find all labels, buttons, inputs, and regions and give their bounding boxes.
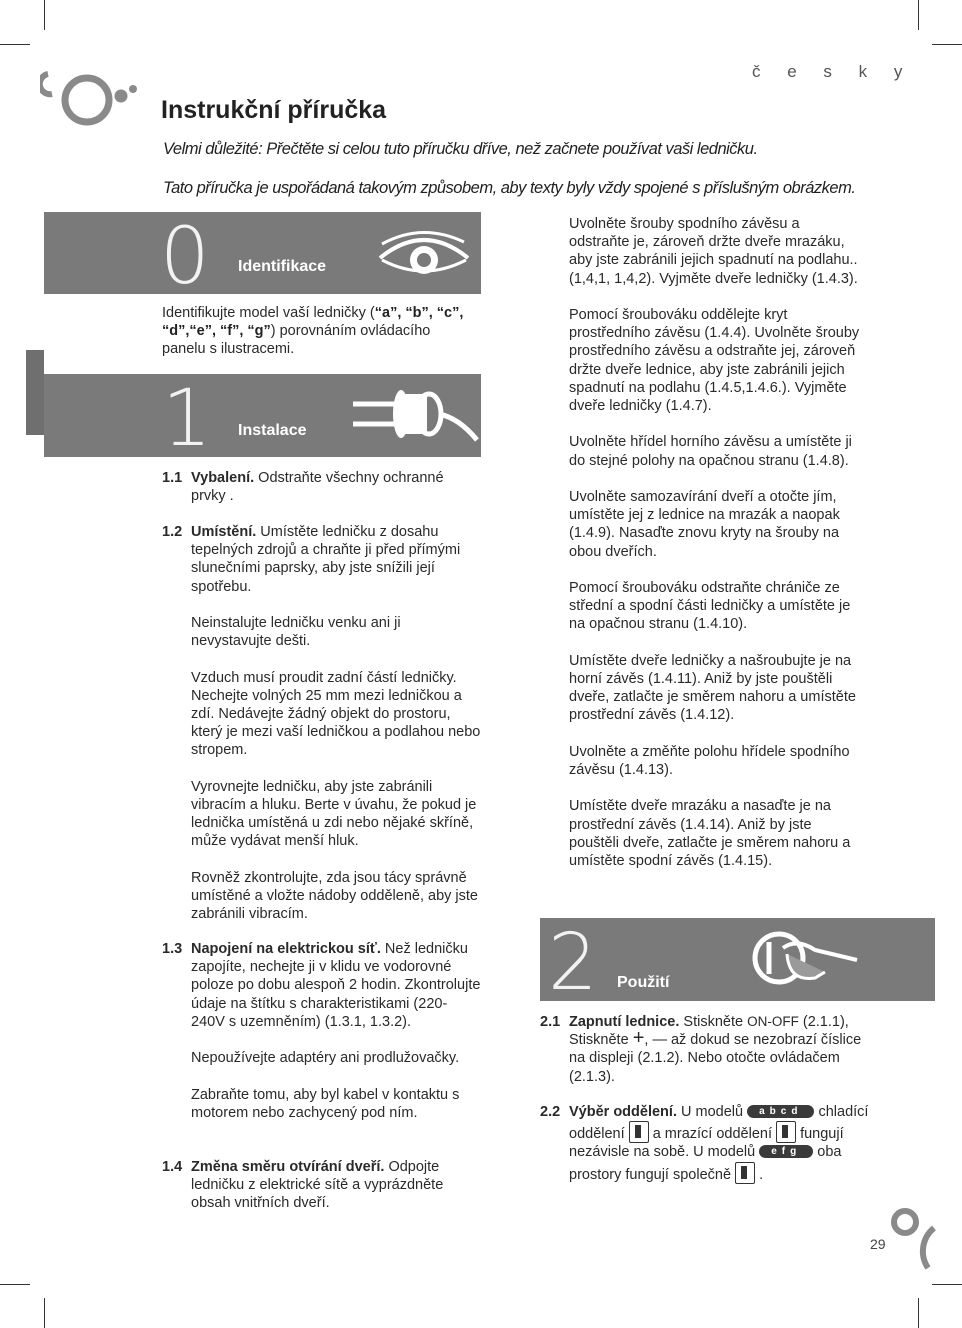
on-off-label: ON-OFF — [747, 1014, 799, 1029]
side-tab — [26, 350, 44, 435]
language-label: č e s k y — [752, 62, 914, 81]
crop-mark — [932, 1284, 962, 1285]
identification-text: Identifikujte model vaší ledničky (“a”, “b”, “c”, “d”,“e”, “f”, “g”) porovnáním ovládacího panelu s ilustracemi. — [162, 305, 464, 358]
fridge-compartment-icon — [629, 1121, 649, 1143]
section-label: Instalace — [238, 422, 307, 439]
crop-mark — [0, 1284, 30, 1285]
crop-mark — [0, 44, 30, 45]
section-number: 1 — [162, 374, 212, 457]
section-number: 0 — [160, 212, 210, 294]
item-heading: Výběr oddělení. — [569, 1104, 677, 1120]
power-plug-icon — [349, 382, 479, 452]
item-heading: Napojení na elektrickou síť. — [191, 941, 381, 957]
item-heading: Vybalení. — [191, 470, 255, 486]
minus-icon: — — [652, 1032, 667, 1049]
section-label: Identifikace — [238, 258, 327, 275]
item-number: 2.1 — [540, 1014, 561, 1030]
door-reversal-steps: Uvolněte šrouby spodního závěsu a odstraňte je, zároveň držte dveře mrazáku, aby jste zabránili jejich spadnutí na podlahu.. (1,4,1, 1,4,2). Vyjměte dveře ledničky (1.4.3). Pomocí šroubováku oddělejte kryt prostředního závěsu (1.4.4). Uvolněte šrouby prostředního závěsu a odstraňte jej, zároveň držte dveře lednice, aby jste zabránili jejich spadnutí na podlahu (1.4.5,1.4.6.). Vyjměte dveře ledničky (1.4.7). Uvolněte hřídel horního závěsu a umístěte ji do stejné polohy na opačnou stranu (1.4.8). Uvolněte samozavírání dveří a otočte jím, umístěte jej z lednice na mrazák a naopak (1.4.9). Nasaďte znovu kryty na šrouby na obou dveřích. Pomocí šroubováku odstraňte chrániče ze střední a spodní části ledničky a umístěte je na opačnou stranu (1.4.10). Umístěte dveře ledničky a našroubujte je na horní závěs (1.4.11). Aniž by jste pouštěli dveře, zatlačte je směrem nahoru a umístěte prostřední závěs (1.4.12). Uvolněte a změňte polohu hřídele spodního závěsu (1.4.13). Umístěte dveře mrazáku a nasaďte je na prostřední závěs (1.4.14). Aniž by jste pouštěli dveře, zatlačte je směrem nahoru a umístěte spodní závěs (1.4.15). — [569, 216, 860, 869]
page-number: 29 — [870, 1236, 886, 1252]
finger-button-icon — [745, 924, 865, 996]
model-badge-efg: efg — [759, 1145, 813, 1158]
page-title: Instrukční příručka — [161, 96, 387, 124]
section-number: 2 — [548, 918, 598, 1001]
freezer-compartment-icon — [776, 1121, 796, 1143]
item-number: 2.2 — [540, 1104, 561, 1120]
item-heading: Umístění. — [191, 524, 257, 540]
model-badge-abcd: abcd — [747, 1105, 814, 1118]
section-label: Použití — [617, 974, 670, 991]
item-number: 1.1 — [162, 470, 183, 486]
brand-logo-icon — [40, 62, 140, 142]
crop-mark — [44, 1298, 45, 1328]
item-number: 1.2 — [162, 524, 183, 540]
section-use-header — [540, 918, 935, 1001]
combined-compartment-icon — [735, 1162, 755, 1184]
crop-mark — [932, 44, 962, 45]
crop-mark — [918, 1298, 919, 1328]
intro-important: Velmi důležité: Přečtěte si celou tuto příručku dříve, než začnete používat vaši ledničku. — [163, 140, 758, 158]
eye-icon — [374, 224, 474, 284]
intro-structure: Tato příručka je uspořádaná takovým způsobem, aby texty byly vždy spojené s příslušným obrázkem. — [163, 179, 856, 197]
item-heading: Změna směru otvírání dveří. — [191, 1159, 385, 1175]
item-number: 1.3 — [162, 941, 183, 957]
section-installation-header — [44, 374, 481, 457]
item-number: 1.4 — [162, 1159, 183, 1175]
section-identification-header — [44, 212, 481, 294]
plus-icon: + — [632, 1027, 645, 1050]
crop-mark — [44, 0, 45, 30]
crop-mark — [918, 0, 919, 30]
item-heading: Zapnutí lednice. — [569, 1014, 680, 1030]
footer-logo-icon — [888, 1204, 938, 1274]
